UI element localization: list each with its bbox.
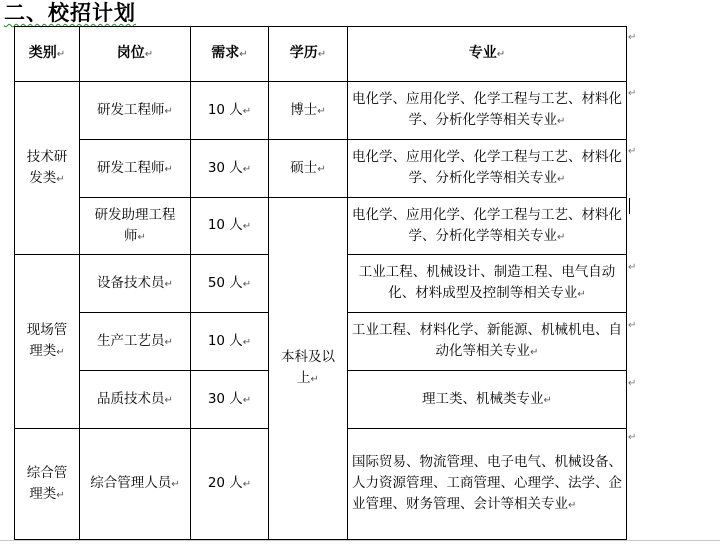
demand-cell: 50 人↵ [191,255,269,313]
recruitment-plan-table [14,26,627,540]
category-cell: 技术研发类↵ [15,82,80,255]
category-cell: 现场管理类↵ [15,255,80,429]
major-cell: 工业工程、材料化学、新能源、机械机电、自动化等相关专业↵ [348,313,627,371]
table-row [15,82,627,140]
table-row [15,140,627,198]
demand-cell: 30 人↵ [191,371,269,429]
demand-cell: 10 人↵ [191,198,269,255]
header-education: 学历↵ [269,27,348,82]
row-end-mark: ↵ [628,378,637,389]
position-cell: 品质技术员↵ [80,371,191,429]
major-cell: 电化学、应用化学、化学工程与工艺、材料化学、分析化学等相关专业↵ [348,198,627,255]
education-cell: 硕士↵ [269,140,348,198]
row-end-mark: ↵ [628,432,637,443]
table-row [15,198,627,255]
major-cell: 国际贸易、物流管理、电子电气、机械设备、人力资源管理、工商管理、心理学、法学、企业管理、财务管理、会计等相关专业↵ [348,429,627,540]
demand-cell: 10 人↵ [191,82,269,140]
position-cell: 研发助理工程师↵ [80,198,191,255]
demand-cell: 20 人↵ [191,429,269,540]
header-demand: 需求↵ [191,27,269,82]
position-cell: 研发工程师↵ [80,82,191,140]
header-position: 岗位↵ [80,27,191,82]
row-end-mark: ↵ [628,320,637,331]
row-end-mark: ↵ [628,146,637,157]
header-major: 专业↵ [348,27,627,82]
demand-cell: 10 人↵ [191,313,269,371]
row-end-mark: ↵ [628,32,637,43]
text-cursor [629,198,630,214]
major-cell: 电化学、应用化学、化学工程与工艺、材料化学、分析化学等相关专业↵ [348,82,627,140]
major-cell: 电化学、应用化学、化学工程与工艺、材料化学、分析化学等相关专业↵ [348,140,627,198]
position-cell: 研发工程师↵ [80,140,191,198]
row-end-mark: ↵ [628,88,637,99]
table-header-row [15,27,627,82]
section-title: 二、校招计划 [4,1,136,25]
position-cell: 生产工艺员↵ [80,313,191,371]
position-cell: 综合管理人员↵ [80,429,191,540]
position-cell: 设备技术员↵ [80,255,191,313]
major-cell: 理工类、机械类专业↵ [348,371,627,429]
page-bottom-edge [0,540,720,555]
category-cell: 综合管理类↵ [15,429,80,540]
education-cell: 本科及以上↵ [269,198,348,540]
row-end-mark: ↵ [628,262,637,273]
education-cell: 博士↵ [269,82,348,140]
header-category: 类别↵ [15,27,80,82]
demand-cell: 30 人↵ [191,140,269,198]
major-cell: 工业工程、机械设计、制造工程、电气自动化、材料成型及控制等相关专业↵ [348,255,627,313]
